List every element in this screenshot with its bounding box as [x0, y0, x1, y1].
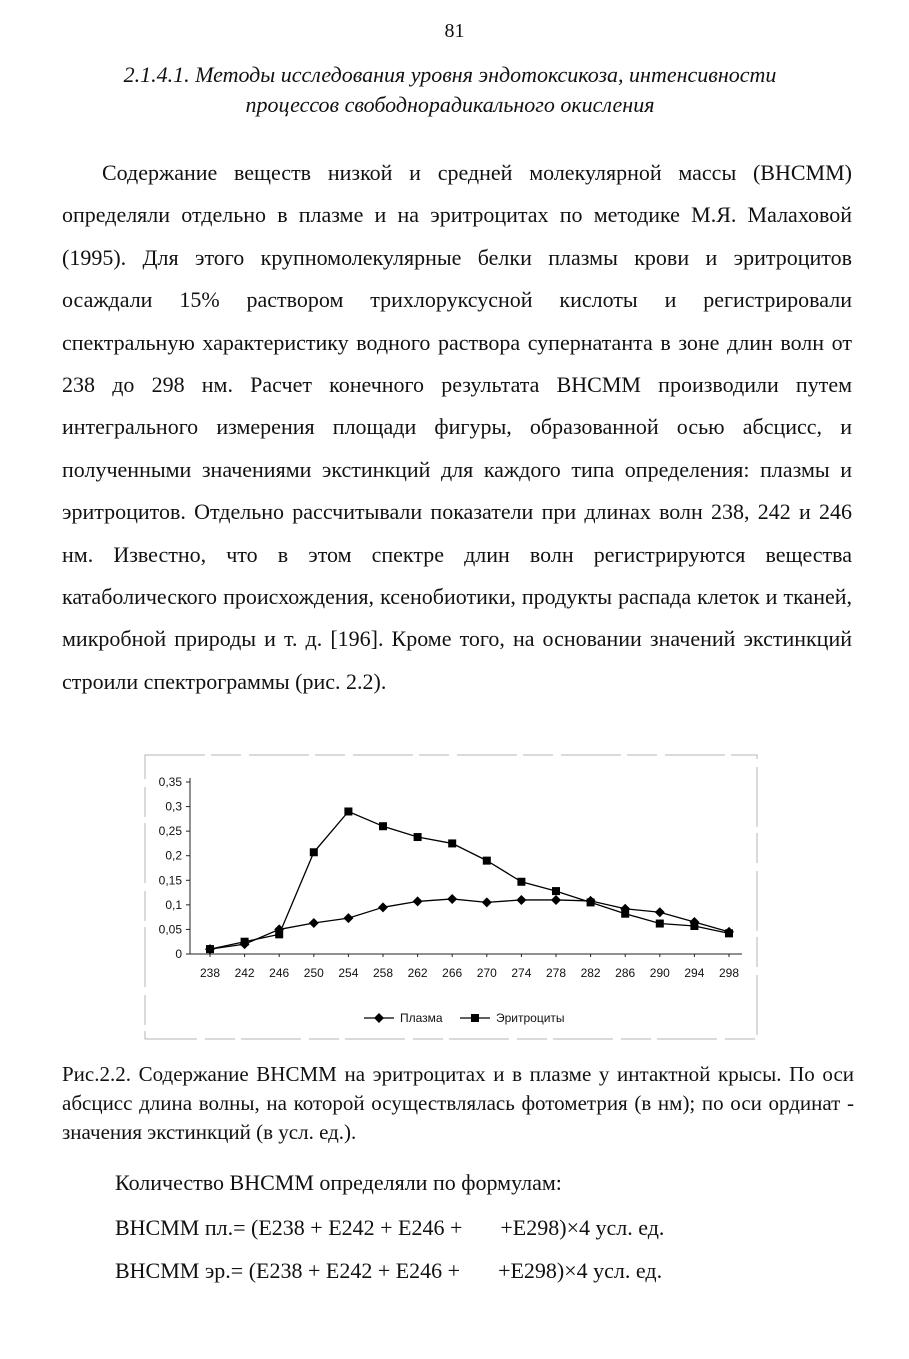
data-point-erythrocytes: [656, 920, 664, 928]
x-tick-label: 278: [545, 966, 567, 980]
x-tick-label: 274: [511, 966, 532, 980]
formula-plasma: [115, 1215, 664, 1241]
y-tick-label: 0,1: [165, 897, 182, 912]
legend-label-erythrocytes: Эритроциты: [496, 1011, 565, 1025]
x-tick-label: 282: [580, 966, 601, 980]
formula-plasma-left: ВНСММ пл.= (Е238 + Е242 + Е246 +: [115, 1215, 463, 1240]
x-tick-label: 294: [684, 966, 705, 980]
x-tick-label: 298: [718, 966, 740, 980]
data-point-plasma: [343, 913, 353, 923]
data-point-erythrocytes: [621, 910, 629, 918]
x-tick-label: 266: [442, 966, 463, 980]
body-paragraph-text: Содержание веществ низкой и средней молекулярной массы (ВНСММ) определяли отдельно в плазме и на эритроцитах по методике М.Я. Малаховой (1995). Для этого крупномолекулярные белки плазмы крови и эритроцитов осаждали 15% раствором трихлоруксусной кислоты и регистрировали спектральную характеристику водного раствора супернатанта в зоне длин волн от 238 до 298 нм. Расчет конечного результата ВНСММ производили путем интегрального измерения площади фигуры, образованной осью абсцисс, и полученными значениями экстинкций для каждого типа определения: плазмы и эритроцитов. Отдельно рассчитывали показатели при длинах волн 238, 242 и 246 нм. Известно, что в этом спектре длин волн регистрируются вещества катаболического происхождения, ксенобиотики, продукты распада клеток и тканей, микробной природы и т. д. [196]. Кроме того, на основании значений экстинкций строили спектрограммы (рис. 2.2).: [62, 160, 852, 694]
legend-marker-erythrocytes: [471, 1014, 479, 1022]
section-heading-line-1: 2.1.4.1. Методы исследования уровня эндотоксикоза, интенсивности: [123, 62, 777, 87]
formula-plasma-right: +Е298)×4 усл. ед.: [500, 1215, 665, 1240]
data-point-plasma: [551, 895, 561, 905]
x-tick-label: 242: [234, 966, 255, 980]
data-point-plasma: [655, 907, 665, 917]
y-tick-label: 0,25: [158, 824, 182, 839]
data-point-erythrocytes: [275, 930, 283, 938]
data-point-erythrocytes: [552, 887, 560, 895]
x-tick-label: 270: [476, 966, 497, 980]
data-point-erythrocytes: [690, 922, 698, 930]
y-tick-label: 0,05: [158, 922, 182, 937]
x-tick-label: 238: [199, 966, 221, 980]
section-heading: [40, 60, 860, 120]
formula-intro: Количество ВНСММ определяли по формулам:: [115, 1170, 562, 1195]
y-tick-label: 0: [175, 947, 182, 961]
data-point-plasma: [516, 895, 526, 905]
data-point-erythrocytes: [206, 945, 214, 953]
data-point-erythrocytes: [483, 857, 491, 865]
page-number: 81: [444, 20, 465, 42]
x-tick-label: 254: [338, 966, 359, 980]
data-point-plasma: [378, 902, 388, 912]
data-point-erythrocytes: [379, 822, 387, 830]
formula-erythrocytes: [115, 1258, 662, 1284]
data-point-erythrocytes: [344, 807, 352, 815]
data-point-erythrocytes: [587, 898, 595, 906]
y-tick-label: 0,35: [158, 775, 182, 789]
data-point-erythrocytes: [448, 839, 456, 847]
y-tick-label: 0,2: [165, 848, 182, 863]
x-tick-label: 246: [269, 966, 290, 980]
data-point-erythrocytes: [310, 848, 318, 856]
data-point-erythrocytes: [517, 878, 525, 886]
data-point-plasma: [482, 897, 492, 907]
x-tick-label: 258: [372, 966, 394, 980]
x-tick-label: 290: [649, 966, 670, 980]
data-point-plasma: [413, 896, 423, 906]
y-tick-label: 0,15: [158, 873, 182, 888]
data-point-erythrocytes: [725, 929, 733, 937]
legend-marker-plasma: [374, 1013, 384, 1023]
formula-erythrocytes-left: ВНСММ эр.= (Е238 + Е242 + Е246 +: [115, 1258, 461, 1283]
x-tick-label: 262: [407, 966, 428, 980]
section-heading-line-2: процессов свободнорадикального окисления: [245, 92, 655, 117]
x-tick-label: 250: [303, 966, 324, 980]
data-point-plasma: [447, 894, 457, 904]
spectrogram-chart-svg: [142, 752, 760, 1044]
y-tick-label: 0,3: [165, 799, 182, 814]
formula-erythrocytes-right: +Е298)×4 усл. ед.: [498, 1258, 663, 1283]
data-point-erythrocytes: [414, 833, 422, 841]
x-tick-label: 286: [615, 966, 636, 980]
data-point-erythrocytes: [241, 938, 249, 946]
figure-caption: Рис.2.2. Содержание ВНСММ на эритроцитах и в плазме у интактной крысы. По оси абсцисс длина волны, на которой осуществлялась фотометрия (в нм); по оси ординат - значения экстинкций (в усл. ед.).: [62, 1062, 854, 1144]
legend-label-plasma: Плазма: [400, 1011, 443, 1025]
body-paragraph: [62, 152, 852, 703]
spectrogram-chart: [142, 752, 760, 1044]
data-point-plasma: [309, 918, 319, 928]
series-line-plasma: [210, 899, 729, 949]
